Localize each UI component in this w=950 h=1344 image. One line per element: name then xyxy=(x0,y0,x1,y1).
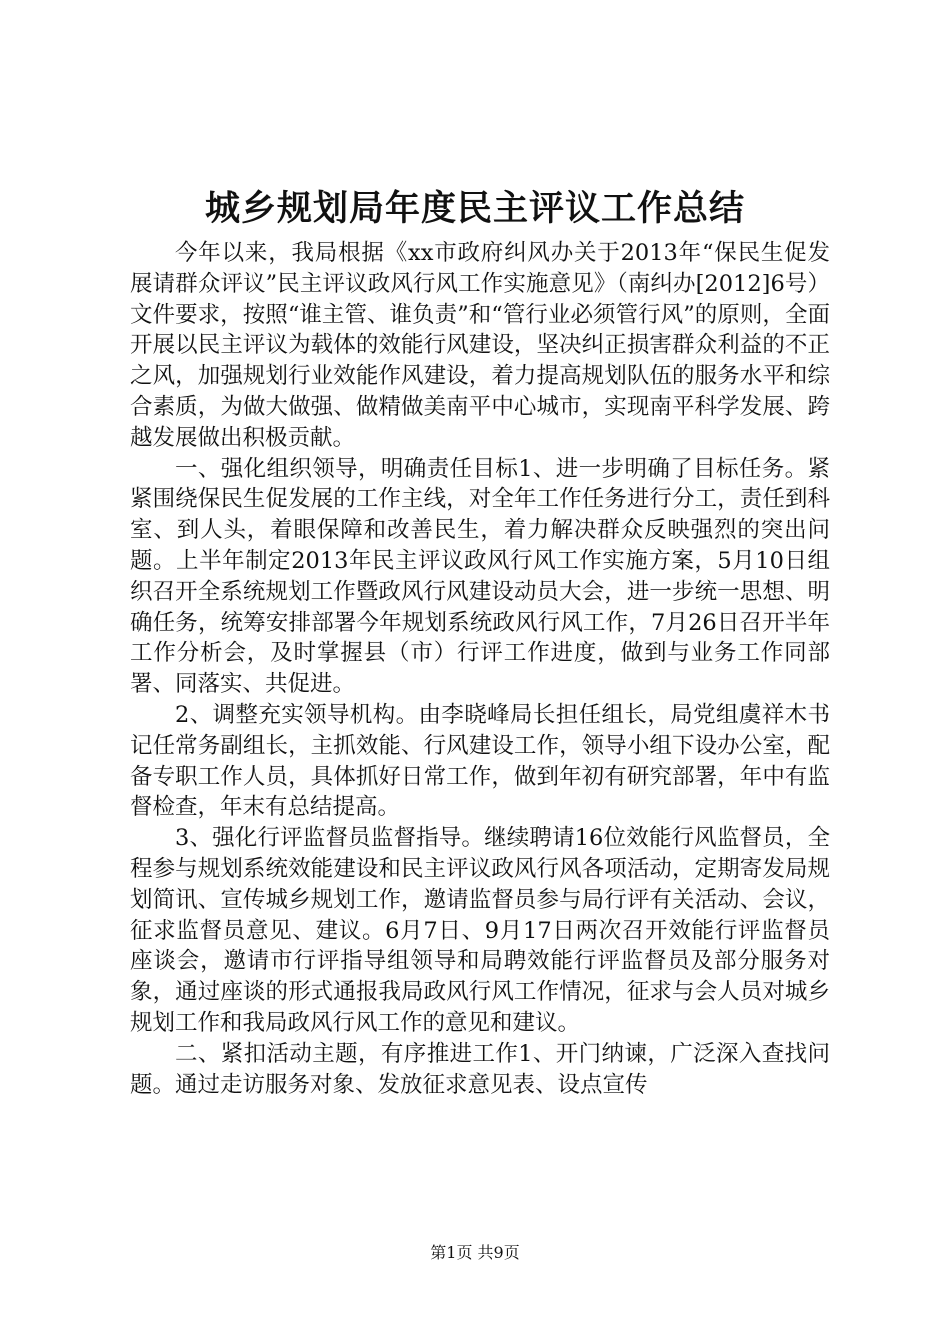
paragraph-item-3: 3、强化行评监督员监督指导。继续聘请16位效能行风监督员，全程参与规划系统效能建设和民主评议政风行风各项活动，定期寄发局规划简讯、宣传城乡规划工作，邀请监督员参与局行评有关活动、会议，征求监督员意见、建议。6月7日、9月17日两次召开效能行评监督员座谈会，邀请市行评指导组领导和局聘效能行评监督员及部分服务对象，通过座谈的形式通报我局政风行风工作情况，征求与会人员对城乡规划工作和我局政风行风工作的意见和建议。 xyxy=(130,825,830,1036)
paragraph-section-1: 一、强化组织领导，明确责任目标1、进一步明确了目标任务。紧紧围绕保民生促发展的工作主线，对全年工作任务进行分工，责任到科室、到人头，着眼保障和改善民生，着力解决群众反映强烈的突出问题。上半年制定2013年民主评议政风行风工作实施方案，5月10日组织召开全系统规划工作暨政风行风建设动员大会，进一步统一思想、明确任务，统筹安排部署今年规划系统政风行风工作，7月26日召开半年工作分析会，及时掌握县（市）行评工作进度，做到与业务工作同部署、同落实、共促进。 xyxy=(130,455,830,698)
document-body xyxy=(130,238,830,1100)
paragraph-section-2: 二、紧扣活动主题，有序推进工作1、开门纳谏，广泛深入查找问题。通过走访服务对象、发放征求意见表、设点宣传 xyxy=(130,1040,830,1098)
paragraph-intro: 今年以来，我局根据《xx市政府纠风办关于2013年“保民生促发展请群众评议”民主评议政风行风工作实施意见》（南纠办[2012]6号）文件要求，按照“谁主管、谁负责”和“管行业必须管行风”的原则，全面开展以民主评议为载体的效能行风建设，坚决纠正损害群众利益的不正之风，加强规划行业效能作风建设，着力提高规划队伍的服务水平和综合素质，为做大做强、做精做美南平中心城市，实现南平科学发展、跨越发展做出积极贡献。 xyxy=(130,240,830,451)
paragraph-item-2: 2、调整充实领导机构。由李晓峰局长担任组长，局党组虞祥木书记任常务副组长，主抓效能、行风建设工作，领导小组下设办公室，配备专职工作人员，具体抓好日常工作，做到年初有研究部署，年中有监督检查，年末有总结提高。 xyxy=(130,701,830,821)
document-title: 城乡规划局年度民主评议工作总结 xyxy=(204,189,745,229)
page-number-footer: 第1页 共9页 xyxy=(430,1243,520,1262)
